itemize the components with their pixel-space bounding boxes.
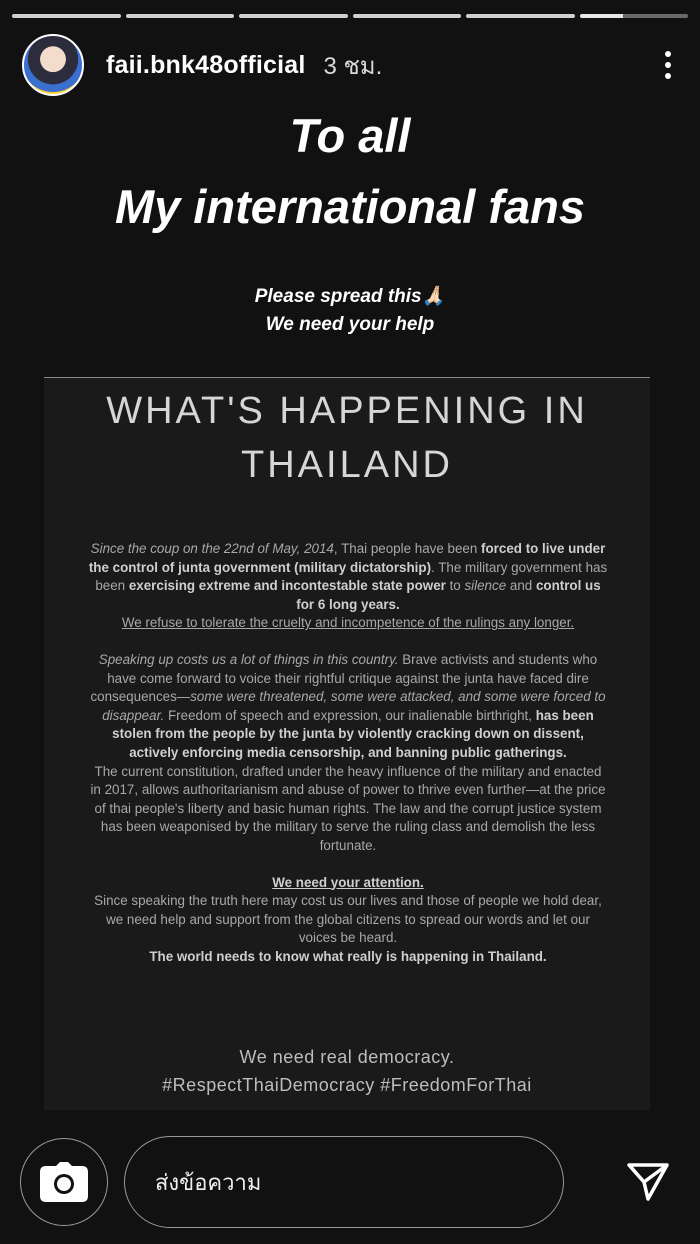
reply-bar [20, 1136, 680, 1228]
text-span: forced to live under the control of junta government (military dictatorship) [88, 541, 606, 575]
paragraph-attention [88, 874, 608, 967]
spread-message [0, 283, 700, 339]
text-span: Since speaking the truth here may cost us our lives and those of people we hold dear, we need help and support from the global citizens to spread our words and let our voices be heard. [94, 893, 602, 946]
progress-segment [466, 14, 575, 18]
paragraph-speaking-up [88, 651, 608, 856]
card-heading-line-1: WHAT'S HAPPENING IN [106, 390, 588, 432]
progress-segment [126, 14, 235, 18]
text-span: and [506, 578, 536, 594]
text-span: Speaking up costs us a lot of things in this country. [98, 651, 399, 667]
text-span: , Thai people have been [333, 541, 482, 556]
text-span: silence [464, 578, 507, 594]
progress-segment [353, 14, 462, 18]
story-header [22, 34, 678, 96]
text-span: has been stolen from the people by the junta by violently cracking down on dissent, actively enforcing media censorship, and banning public gatherings. [112, 707, 594, 760]
text-span: Freedom of speech and expression, our inalienable birthright, [164, 707, 536, 723]
send-button[interactable] [624, 1158, 672, 1206]
post-time: 3 ชม. [323, 52, 383, 80]
camera-button[interactable] [20, 1138, 108, 1226]
progress-segment-current [580, 14, 689, 18]
card-heading-line-2: THAILAND [241, 444, 453, 486]
spread-line-2: We need your help [265, 314, 435, 335]
text-span: to [445, 578, 465, 594]
text-span: We refuse to tolerate the cruelty and incompetence of the rulings any longer. [121, 615, 575, 631]
card-body [88, 540, 608, 984]
progress-segment [239, 14, 348, 18]
title-line-1: To all [289, 109, 411, 162]
text-span: The current constitution, drafted under the heavy influence of the military and enacted in 2017, allows authoritarianism and abuse of power to thrive even further—at the price of thai people's liberty and basic human rights. The law and the corrupt justice system has been weaponised by the military to serve the ruling class and demolish the less fortunate. [90, 763, 606, 853]
text-span: . The military government has been [95, 559, 608, 594]
text-span: The world needs to know what really is happening in Thailand. [149, 948, 547, 964]
message-placeholder: ส่งข้อความ [155, 1169, 262, 1195]
avatar[interactable] [22, 34, 84, 96]
card-heading [44, 384, 650, 492]
text-span: exercising extreme and incontestable state power [128, 578, 446, 594]
text-span: some were threatened, some were attacked, and some were forced to disappear. [102, 689, 606, 723]
send-icon [626, 1162, 670, 1202]
text-span: Since the coup on the 22nd of May, 2014 [90, 541, 334, 556]
story-progress-bar [12, 14, 688, 18]
text-span: We need your attention. [272, 874, 424, 890]
story-title [0, 100, 700, 242]
title-line-2: My international fans [114, 180, 586, 233]
progress-segment [12, 14, 121, 18]
hashtags-line: #RespectThaiDemocracy #FreedomForThai [162, 1075, 532, 1095]
text-span: Brave activists and students who have come forward to voice their rightful critique against the junta have faced dire consequences— [90, 651, 598, 705]
camera-icon [40, 1162, 88, 1202]
info-card [44, 377, 650, 1110]
username[interactable]: faii.bnk48official [106, 50, 306, 79]
message-input[interactable] [124, 1136, 564, 1228]
spread-line-1: Please spread this🙏🏻 [254, 286, 446, 307]
paragraph-coup [88, 540, 608, 633]
democracy-line: We need real democracy. [239, 1047, 455, 1067]
more-icon[interactable] [658, 45, 678, 85]
text-span: control us for 6 long years. [296, 578, 601, 612]
